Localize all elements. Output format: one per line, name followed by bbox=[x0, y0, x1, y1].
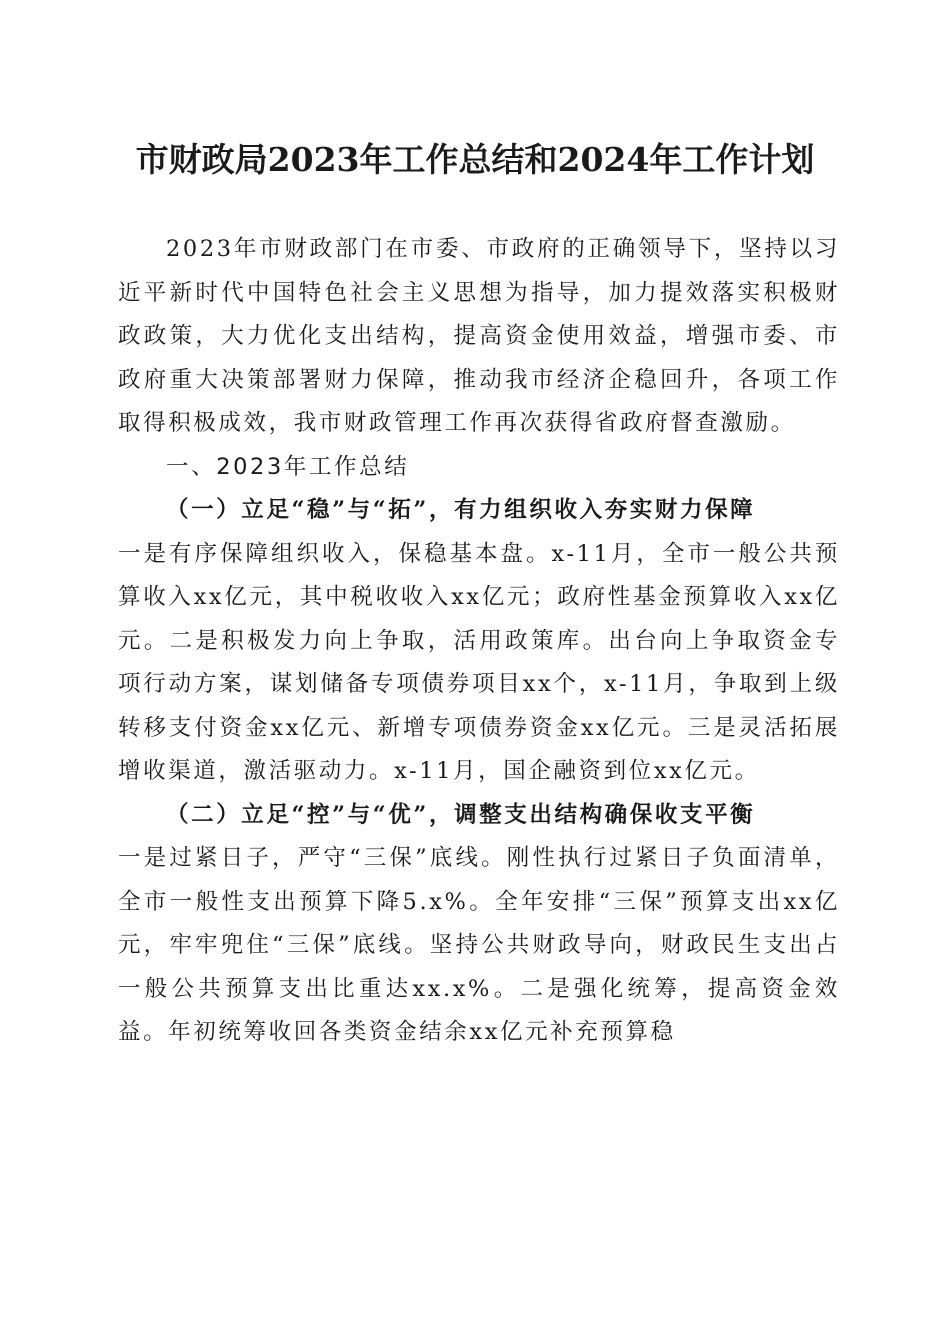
section-heading-summary: 一、2023年工作总结 bbox=[166, 453, 410, 480]
document-title: 市财政局2023年工作总结和2024年工作计划 bbox=[135, 140, 815, 179]
subsection-body-revenue: 一是有序保障组织收入，保稳基本盘。x-11月，全市一般公共预算收入xx亿元，其中税收收入xx亿元；政府性基金预算收入xx亿元。二是积极发力向上争取，活用政策库。出台向上争取资金专项行动方案，谋划储备专项债券项目xx个，x-11月，争取到上级转移支付资金xx亿元、新增专项债券资金xx亿元。三是灵活拓展增收渠道，激活驱动力。x-11月，国企融资到位xx亿元。 bbox=[118, 540, 840, 784]
subsection-heading-revenue: （一）立足“稳”与“拓”，有力组织收入夯实财力保障 bbox=[166, 497, 756, 523]
intro-paragraph: 2023年市财政部门在市委、市政府的正确领导下，坚持以习近平新时代中国特色社会主义思想为指导，加力提效落实积极财政政策，大力优化支出结构，提高资金使用效益，增强市委、市政府重大决策部署财力保障，推动我市经济企稳回升，各项工作取得积极成效，我市财政管理工作再次获得省政府督查激励。 bbox=[118, 236, 840, 436]
subsection-heading-expenditure: （二）立足“控”与“优”，调整支出结构确保收支平衡 bbox=[166, 801, 756, 828]
document-body bbox=[118, 228, 840, 1055]
subsection-body-expenditure: 一是过紧日子，严守“三保”底线。刚性执行过紧日子负面清单，全市一般性支出预算下降5.x%。全年安排“三保”预算支出xx亿元，牢牢兜住“三保”底线。坚持公共财政导向，财政民生支出占一般公共预算支出比重达xx.x%。二是强化统筹，提高资金效益。年初统筹收回各类资金结余xx亿元补充预算稳 bbox=[118, 845, 840, 1045]
